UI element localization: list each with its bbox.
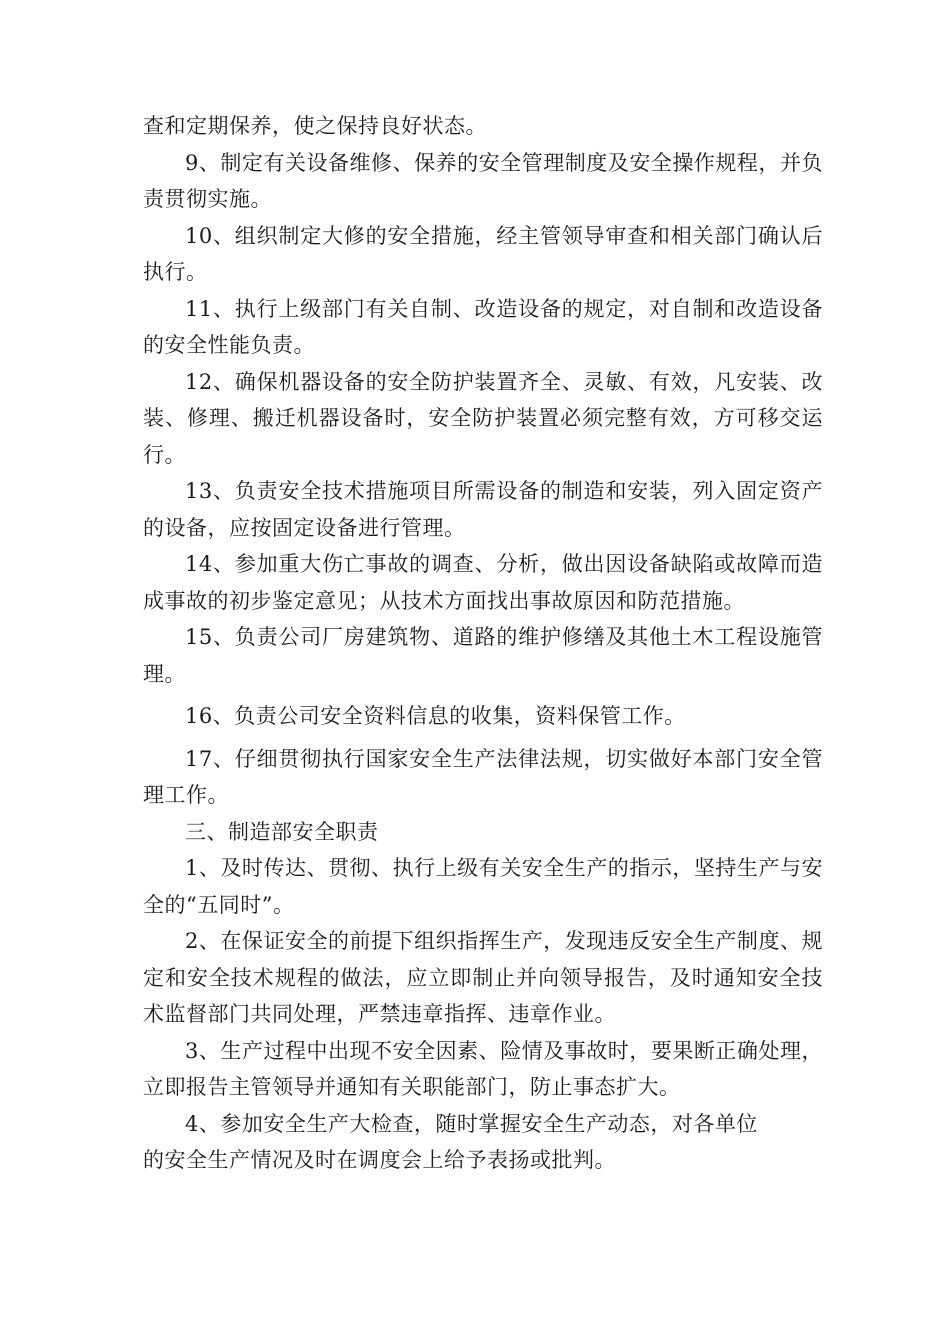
paragraph-item-17: 17、仔细贯彻执行国家安全生产法律法规，切实做好本部门安全管理工作。 [143, 746, 823, 807]
paragraph-item-14: 14、参加重大伤亡事故的调查、分析，做出因设备缺陷或故障而造成事故的初步鉴定意见；从技术方面找出事故原因和防范措施。 [143, 552, 823, 613]
paragraph-mfg-4-line2: 的安全生产情况及时在调度会上给予表扬或批判。 [143, 1148, 616, 1172]
paragraph-mfg-3: 3、生产过程中出现不安全因素、险情及事故时，要果断正确处理，立即报告主管领导并通知有关职能部门，防止事态扩大。 [143, 1038, 823, 1099]
document-body [143, 108, 823, 1179]
paragraph-mfg-4-line1: 4、参加安全生产大检查，随时掌握安全生产动态，对各单位 [185, 1111, 758, 1136]
paragraph-item-9: 9、制定有关设备维修、保养的安全管理制度及安全操作规程，并负责贯彻实施。 [143, 150, 823, 211]
paragraph-item-16: 16、负责公司安全资料信息的收集，资料保管工作。 [185, 704, 686, 728]
paragraph-mfg-2: 2、在保证安全的前提下组织指挥生产，发现违反安全生产制度、规定和安全技术规程的做法，应立即制止并向领导报告，及时通知安全技术监督部门共同处理，严禁违章指挥、违章作业。 [143, 929, 823, 1026]
paragraph-item-10: 10、组织制定大修的安全措施，经主管领导审查和相关部门确认后执行。 [143, 223, 823, 284]
paragraph-continuation: 查和定期保养，使之保持良好状态。 [143, 114, 487, 138]
paragraph-item-15: 15、负责公司厂房建筑物、道路的维护修缮及其他土木工程设施管理。 [143, 625, 823, 686]
paragraph-item-12: 12、确保机器设备的安全防护装置齐全、灵敏、有效，凡安装、改装、修理、搬迁机器设备时，安全防护装置必须完整有效，方可移交运行。 [143, 369, 823, 467]
paragraph-item-11: 11、执行上级部门有关自制、改造设备的规定，对自制和改造设备的安全性能负责。 [143, 296, 823, 357]
paragraph-item-13: 13、负责安全技术措施项目所需设备的制造和安装，列入固定资产的设备，应按固定设备进行管理。 [143, 479, 823, 540]
section-heading-3: 三、制造部安全职责 [185, 819, 379, 844]
paragraph-mfg-1: 1、及时传达、贯彻、执行上级有关安全生产的指示，坚持生产与安全的“五同时”。 [143, 856, 823, 917]
